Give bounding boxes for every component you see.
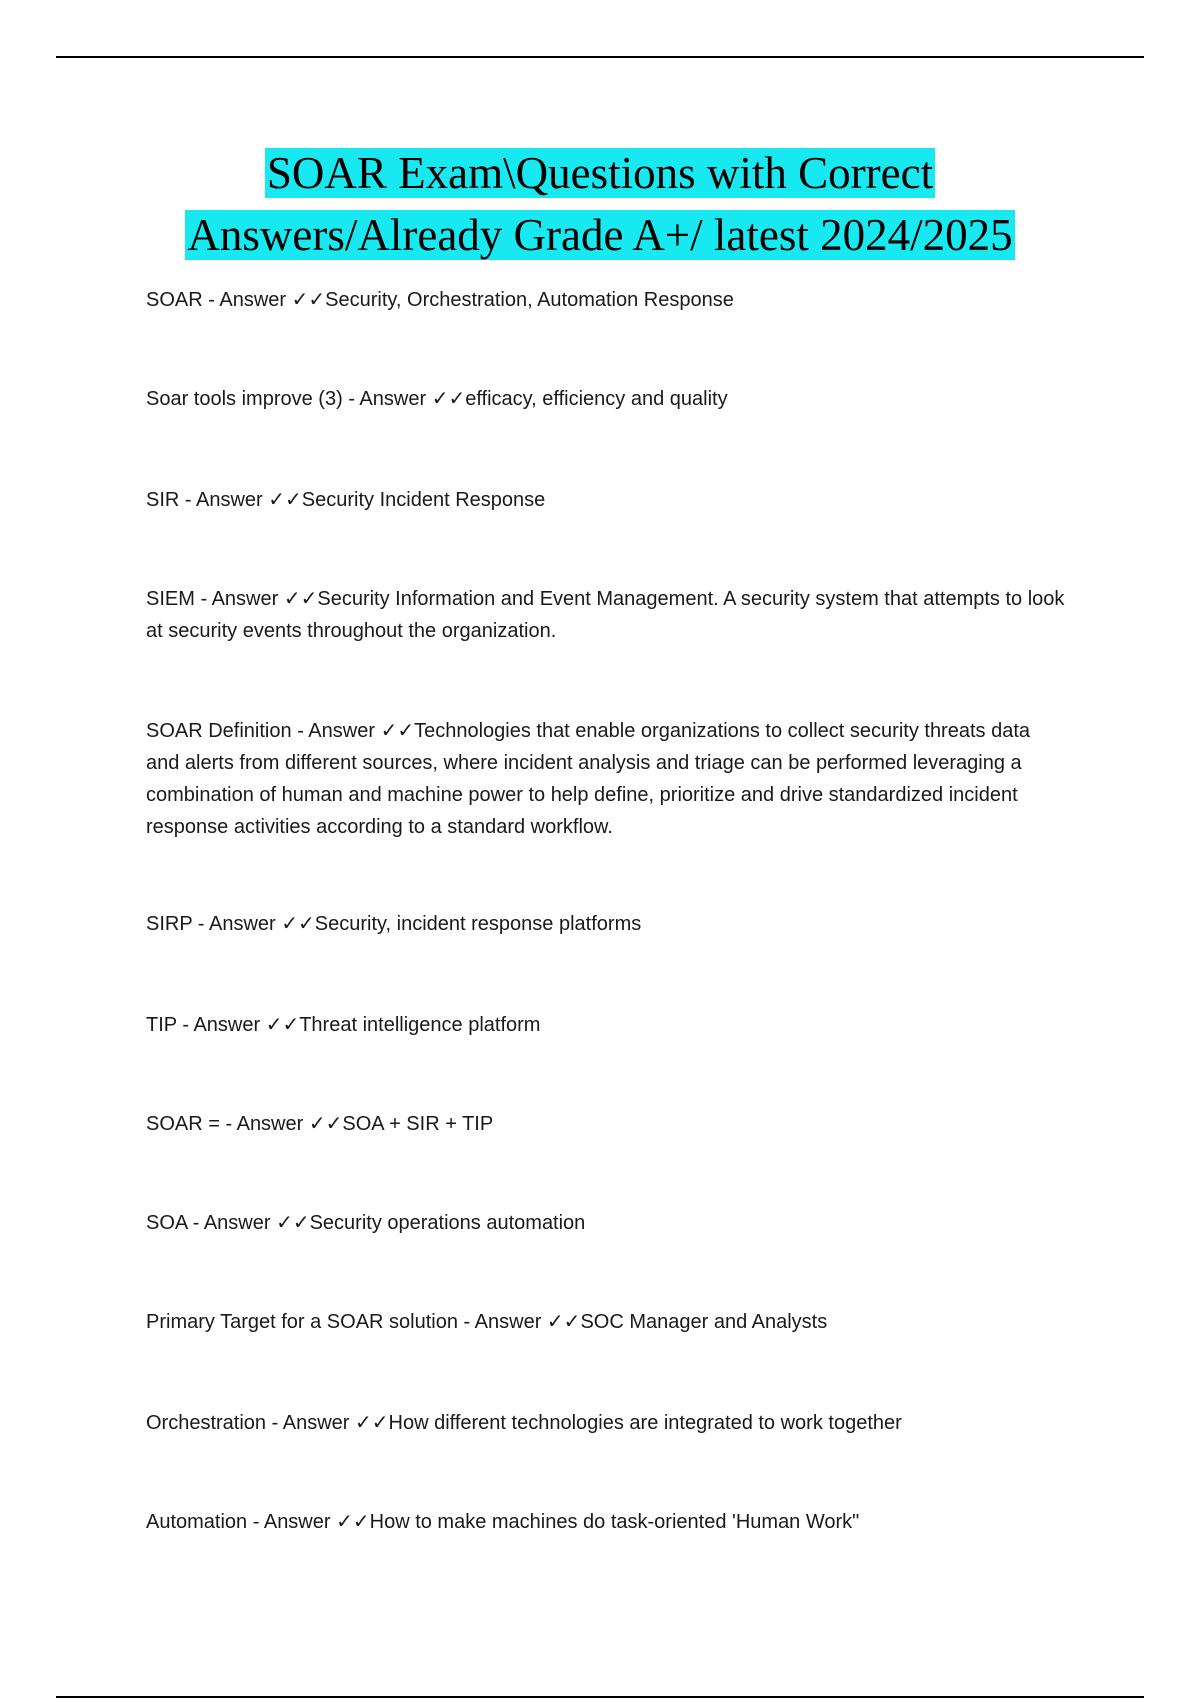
question-text: SIR (146, 489, 180, 511)
answer-text: How different technologies are integrated to work together (388, 1412, 902, 1434)
answer-text: Technologies that enable organizations to collect security threats data and alerts from different sources, where incident analysis and triage can be performed leveraging a combination of human and machine power to help define, prioritize and drive standardized incident response activities according to a standard workflow. (146, 720, 1031, 838)
check-marks-icon: ✓✓ (431, 386, 466, 410)
check-marks-icon: ✓✓ (308, 1111, 343, 1135)
question-text: Orchestration (146, 1412, 267, 1434)
check-marks-icon: ✓✓ (291, 287, 326, 311)
answer-marker: - Answer (192, 1212, 271, 1234)
answer-marker: - Answer (252, 1511, 331, 1533)
question-text: SIEM (146, 588, 195, 610)
answer-marker: - Answer (182, 1014, 261, 1036)
qa-item (146, 1406, 1066, 1439)
check-marks-icon: ✓✓ (265, 1012, 300, 1036)
qa-item (146, 907, 1066, 940)
question-text: SOA (146, 1212, 188, 1234)
check-marks-icon: ✓✓ (276, 1210, 310, 1234)
question-text: SOAR Definition (146, 720, 292, 742)
question-text: SIRP (146, 913, 193, 935)
answer-marker: - Answer (225, 1113, 304, 1135)
top-divider (56, 56, 1144, 58)
check-marks-icon: ✓✓ (283, 586, 318, 610)
qa-item (146, 1505, 1066, 1538)
answer-text: SOA + SIR + TIP (342, 1113, 494, 1135)
answer-marker: - Answer (463, 1311, 542, 1333)
qa-item (146, 382, 1066, 415)
answer-marker: - Answer (271, 1412, 350, 1434)
qa-item (146, 1305, 1066, 1338)
answer-text: Security Information and Event Management. A security system that attempts to look at security events throughout the organization. (146, 588, 1065, 642)
answer-marker: - Answer (208, 289, 287, 311)
question-text: SOAR (146, 289, 203, 311)
title-line-1: SOAR Exam\Questions with Correct (266, 148, 934, 198)
question-text: SOAR = (146, 1113, 220, 1135)
title-line-2: Answers/Already Grade A+/ latest 2024/2025 (187, 210, 1013, 260)
qa-item (146, 582, 1066, 647)
check-marks-icon: ✓✓ (268, 487, 302, 511)
check-marks-icon: ✓✓ (336, 1509, 370, 1533)
answer-marker: - Answer (197, 913, 276, 935)
answer-text: Security, incident response platforms (314, 913, 642, 935)
answer-marker: - Answer (200, 588, 279, 610)
bottom-divider (56, 1696, 1144, 1698)
question-text: Primary Target for a SOAR solution (146, 1311, 458, 1333)
answer-marker: - Answer (184, 489, 263, 511)
qa-item (146, 283, 1066, 316)
answer-text: SOC Manager and Analysts (580, 1311, 828, 1333)
check-marks-icon: ✓✓ (281, 911, 315, 935)
check-marks-icon: ✓✓ (380, 718, 415, 742)
answer-text: Security Incident Response (301, 489, 546, 511)
answer-marker: - Answer (348, 388, 427, 410)
check-marks-icon: ✓✓ (355, 1410, 389, 1434)
qa-item (146, 483, 1066, 516)
question-text: Automation (146, 1511, 248, 1533)
answer-text: Threat intelligence platform (299, 1014, 541, 1036)
answer-marker: - Answer (297, 720, 375, 742)
answer-text: How to make machines do task-oriented 'Human Work" (369, 1511, 860, 1533)
check-marks-icon: ✓✓ (546, 1309, 581, 1333)
qa-item (146, 714, 1066, 843)
question-text: TIP (146, 1014, 177, 1036)
document-title (60, 142, 1140, 266)
qa-item (146, 1008, 1066, 1041)
answer-text: Security, Orchestration, Automation Response (325, 289, 734, 311)
answer-text: Security operations automation (309, 1212, 586, 1234)
answer-text: efficacy, efficiency and quality (465, 388, 728, 410)
qa-item (146, 1206, 1066, 1239)
question-text: Soar tools improve (3) (146, 388, 343, 410)
qa-item (146, 1107, 1066, 1140)
